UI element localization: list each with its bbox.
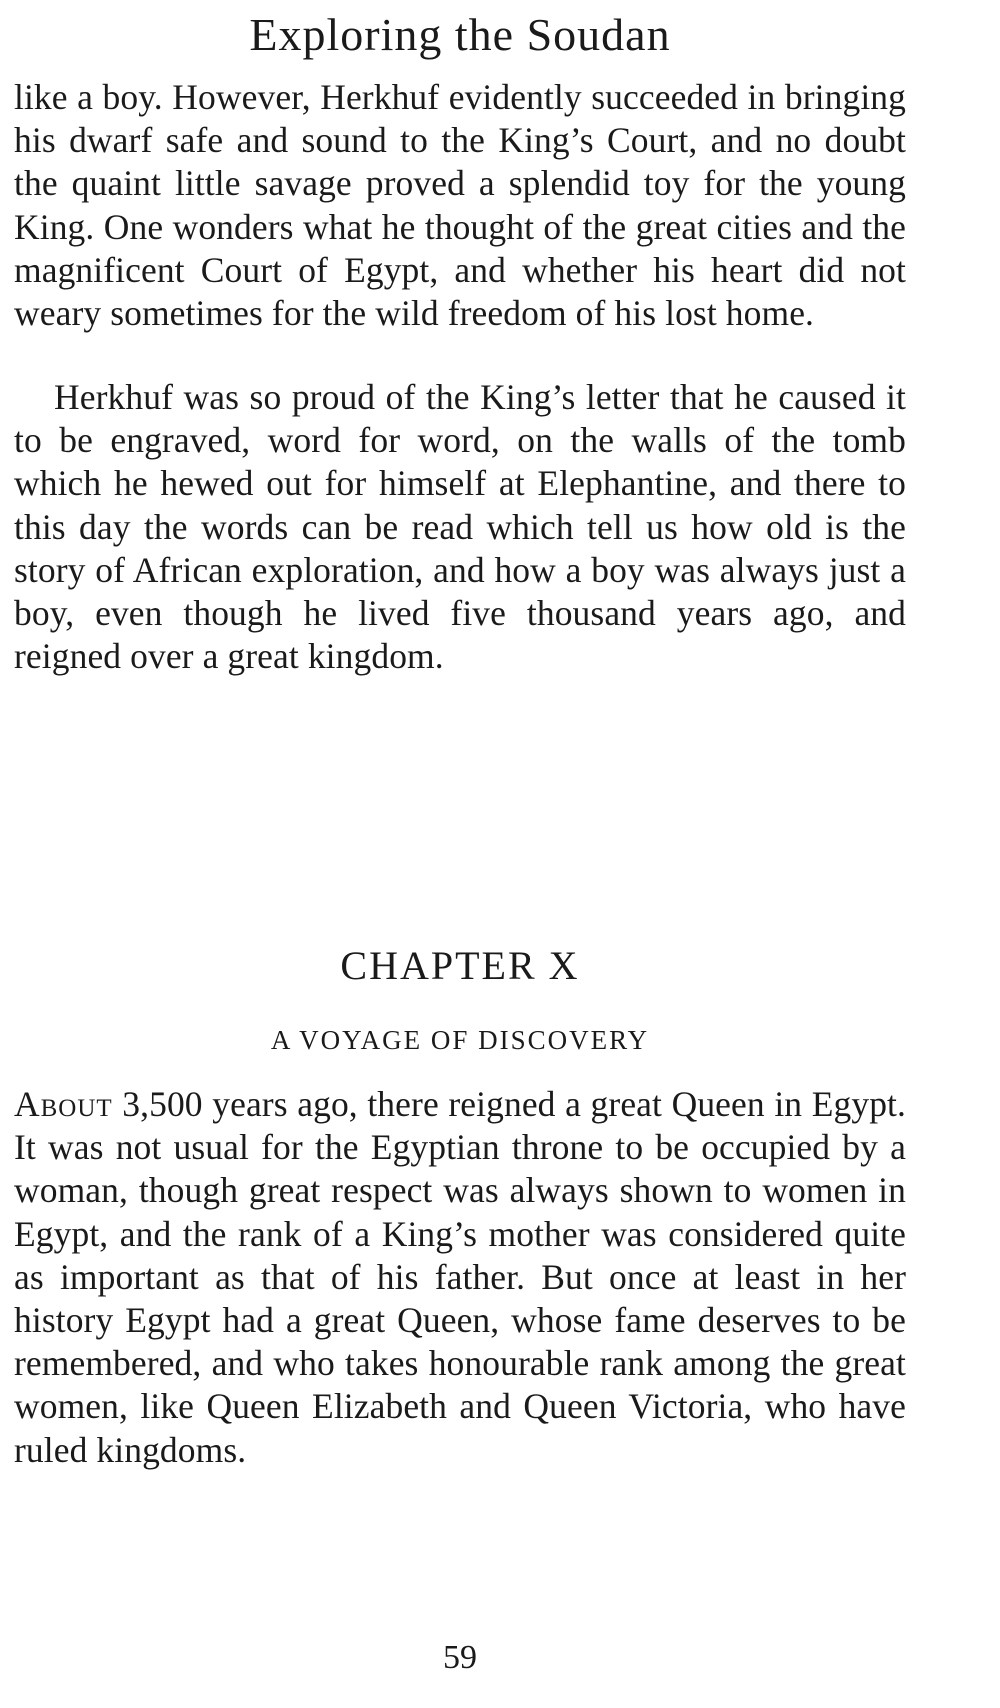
opening-word: About	[14, 1084, 113, 1124]
chapter-opening-paragraph	[14, 1083, 906, 1472]
paragraph-text: Herkhuf was so proud of the King’s letter that he caused it to be engraved, word for word, on the walls of the tomb which he hewed out for himself at Elephantine, and there to this day the words can be read which tell us how old is the story of African exploration, and how a boy was always just a boy, even though he lived five thousand years ago, and reigned over a great kingdom.	[14, 377, 906, 677]
chapter-subtitle: A VOYAGE OF DISCOVERY	[270, 1025, 650, 1055]
page-number: 59	[443, 1639, 477, 1676]
paragraph-text	[14, 1083, 906, 1472]
paragraph-text: like a boy. However, Herkhuf evidently succeeded in bringing his dwarf safe and sound to the King’s Court, and no doubt the quaint little savage proved a splendid toy for the young King. One wonders what he thought of the great cities and the magnificent Court of Egypt, and whether his heart did not weary sometimes for the wild freedom of his lost home.	[14, 77, 906, 334]
paragraph-continued	[14, 76, 906, 335]
chapter-title: CHAPTER X	[340, 943, 580, 988]
paragraph	[14, 376, 906, 678]
paragraph-rest: 3,500 years ago, there reigned a great Queen in Egypt. It was not usual for the Egyptian throne to be occupied by a woman, though great respect was always shown to women in Egypt, and the rank of a King’s mother was considered quite as important as that of his father. But once at least in her history Egypt had a great Queen, whose fame deserves to be remembered, and who takes honourable rank among the great women, like Queen Elizabeth and Queen Victoria, who have ruled kingdoms.	[14, 1084, 906, 1470]
running-head: Exploring the Soudan	[249, 9, 671, 60]
